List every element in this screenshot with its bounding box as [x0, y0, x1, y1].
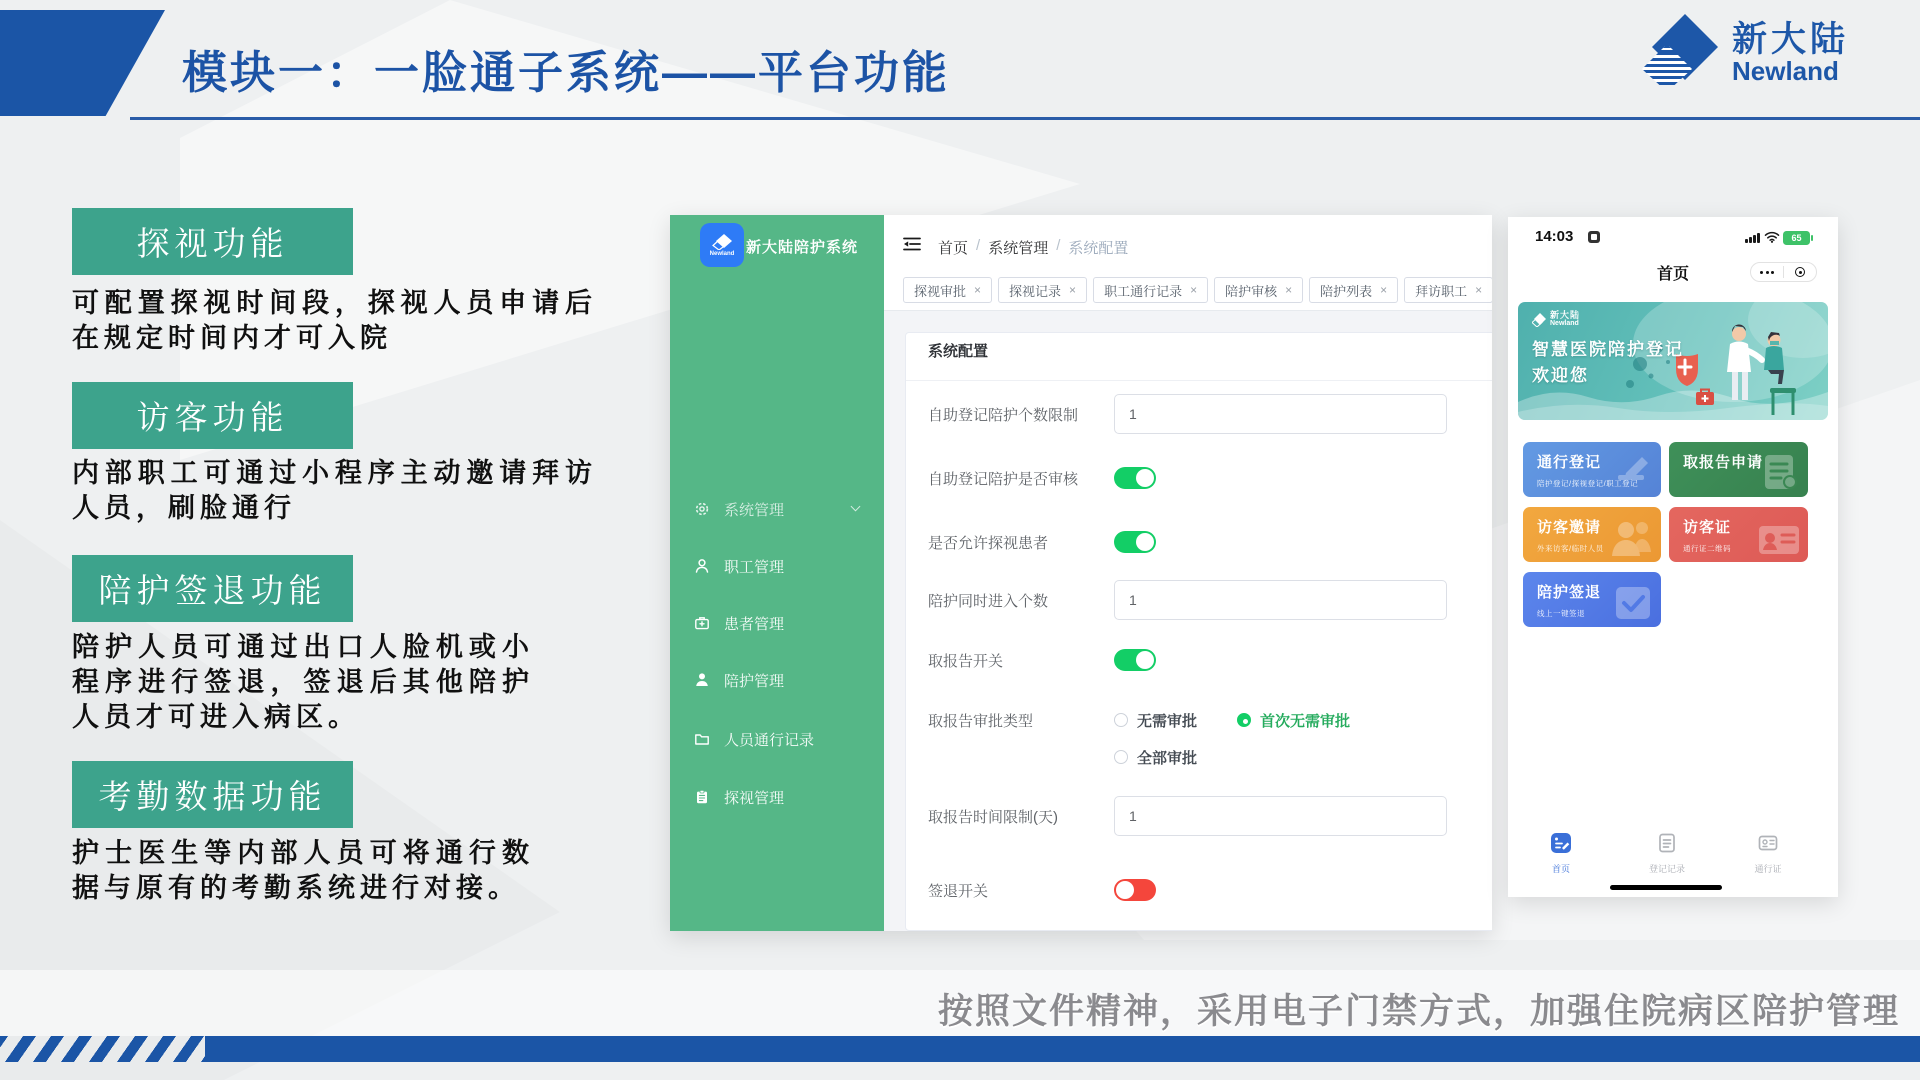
admin-screenshot	[670, 215, 1492, 931]
field-label: 取报告时间限制(天)	[928, 808, 1058, 826]
close-icon[interactable]: ×	[1190, 283, 1198, 297]
radio-first-no-approval[interactable]: 首次无需审批	[1237, 710, 1350, 731]
title-underline	[130, 117, 1920, 120]
phone-nav-title: 首页	[1656, 266, 1689, 283]
sidebar-item-pass-records[interactable]	[670, 727, 884, 751]
tab-visit-staff[interactable]: 拜访职工 ×	[1404, 277, 1492, 303]
user-outline-icon	[694, 558, 710, 574]
close-icon[interactable]: ×	[1380, 283, 1388, 297]
sidebar-item-label: 职工管理	[724, 558, 785, 576]
card-report-apply[interactable]: 取报告申请	[1669, 442, 1808, 497]
logo-text-en: Newland	[1732, 56, 1839, 86]
home-icon	[1550, 832, 1572, 854]
newland-diamond-icon	[1532, 313, 1546, 327]
records-icon	[1656, 832, 1678, 854]
field-label: 取报告开关	[928, 652, 1004, 670]
app-logo	[700, 223, 744, 267]
newland-logo	[1640, 8, 1900, 98]
sidebar-item-label: 人员通行记录	[724, 731, 815, 749]
card-pass-register[interactable]: 通行登记 陪护登记/探视登记/职工登记	[1523, 442, 1661, 497]
breadcrumb-current: 系统配置	[1068, 240, 1129, 257]
banner-brand: 新大陆 Newland	[1532, 311, 1580, 328]
concurrent-entry-input[interactable]: 1	[1114, 580, 1447, 620]
close-target-icon[interactable]	[1784, 267, 1816, 277]
app-logo-text: Newland	[709, 250, 735, 257]
banner-title: 智慧医院陪护登记	[1532, 340, 1684, 359]
logo-text-cn: 新大陆	[1732, 20, 1850, 59]
close-icon[interactable]: ×	[974, 283, 982, 297]
welcome-banner	[1518, 302, 1828, 420]
field-label: 是否允许探视患者	[928, 534, 1049, 552]
folder-icon	[694, 731, 710, 747]
status-app-icon	[1588, 231, 1600, 243]
footer-stripes	[0, 1036, 227, 1062]
feature-desc-attendance: 护士医生等内部人员可将通行数据与原有的考勤系统进行对接。	[72, 838, 534, 903]
home-indicator[interactable]	[1610, 885, 1722, 890]
pass-icon	[1757, 832, 1779, 854]
tab-escort-review[interactable]: 陪护审核 ×	[1214, 277, 1303, 303]
feature-desc-checkout: 陪护人员可通过出口人脸机或小程序进行签退，签退后其他陪护人员才可进入病区。	[72, 632, 534, 732]
tabbar-pass[interactable]: 通行证	[1728, 832, 1808, 875]
newland-diamond-icon	[711, 234, 733, 250]
miniprogram-capsule	[1750, 262, 1817, 282]
feature-desc-visit: 可配置探视时间段，探视人员申请后在规定时间内才可入院	[72, 288, 597, 353]
wifi-icon	[1764, 230, 1780, 248]
status-time: 14:03	[1535, 228, 1574, 245]
feature-desc-visitor: 内部职工可通过小程序主动邀请拜访人员，刷脸通行	[72, 458, 597, 523]
tab-staff-pass-records[interactable]: 职工通行记录 ×	[1093, 277, 1208, 303]
user-filled-icon	[694, 672, 710, 688]
breadcrumb	[938, 237, 1128, 258]
clipboard-icon	[694, 789, 710, 805]
tab-visit-approval[interactable]: 探视审批 ×	[903, 277, 992, 303]
battery-icon: 65	[1783, 231, 1810, 245]
footer-bar	[205, 1036, 1920, 1062]
sidebar	[670, 215, 884, 931]
report-time-limit-input[interactable]: 1	[1114, 796, 1447, 836]
radio-icon	[1114, 750, 1128, 764]
field-label: 自助登记陪护是否审核	[928, 470, 1079, 488]
sidebar-item-patient[interactable]	[670, 611, 884, 635]
sidebar-item-label: 探视管理	[724, 789, 785, 807]
sidebar-item-label: 系统管理	[724, 501, 785, 519]
self-register-review-toggle[interactable]	[1114, 467, 1156, 489]
phone-screenshot	[1508, 217, 1838, 897]
feature-title-attendance: 考勤数据功能	[72, 761, 353, 828]
breadcrumb-separator: /	[1056, 237, 1061, 254]
card-visitor-pass[interactable]: 访客证 通行证二维码	[1669, 507, 1808, 562]
collapse-sidebar-icon[interactable]	[903, 237, 921, 251]
panel-title: 系统配置	[928, 343, 989, 360]
breadcrumb-separator: /	[976, 237, 981, 254]
chevron-down-icon	[851, 502, 861, 512]
radio-no-approval[interactable]: 无需审批	[1114, 710, 1197, 731]
radio-icon	[1114, 713, 1128, 727]
people-icon	[1608, 516, 1656, 560]
sidebar-item-label: 患者管理	[724, 615, 785, 633]
close-icon[interactable]: ×	[1069, 283, 1077, 297]
banner-subtitle: 欢迎您	[1532, 366, 1589, 385]
card-escort-checkout[interactable]: 陪护签退 线上一键签退	[1523, 572, 1661, 627]
corner-accent-shape	[0, 10, 165, 116]
tabbar-home[interactable]: 首页	[1521, 832, 1601, 875]
sidebar-item-system[interactable]	[670, 497, 884, 521]
field-label: 陪护同时进入个数	[928, 592, 1049, 610]
checkout-switch-toggle[interactable]	[1114, 879, 1156, 901]
self-register-limit-input[interactable]: 1	[1114, 394, 1447, 434]
radio-icon	[1237, 713, 1251, 727]
feature-title-visitor: 访客功能	[72, 382, 353, 449]
sidebar-item-escort[interactable]	[670, 668, 884, 692]
field-label: 取报告审批类型	[928, 712, 1034, 730]
more-options-icon[interactable]	[1751, 271, 1783, 274]
open-tabs-bar	[903, 277, 1492, 303]
field-label: 自助登记陪护个数限制	[928, 406, 1079, 424]
sidebar-item-label: 陪护管理	[724, 672, 785, 690]
newland-diamond-icon	[1640, 10, 1722, 97]
check-calendar-icon	[1610, 579, 1656, 625]
tabbar-records[interactable]: 登记记录	[1627, 832, 1707, 875]
breadcrumb-system[interactable]: 系统管理	[988, 240, 1049, 257]
tab-escort-list[interactable]: 陪护列表 ×	[1309, 277, 1398, 303]
close-icon[interactable]: ×	[1285, 283, 1293, 297]
feature-title-checkout: 陪护签退功能	[72, 555, 353, 622]
page-title: 模块一：一脸通子系统——平台功能	[182, 47, 951, 98]
tab-visit-records[interactable]: 探视记录 ×	[998, 277, 1087, 303]
medkit-icon	[694, 615, 710, 631]
app-title: 新大陆陪护系统	[746, 239, 859, 256]
divider	[906, 380, 1492, 381]
edit-pencil-icon	[1610, 449, 1656, 495]
allow-visit-toggle[interactable]	[1114, 531, 1156, 553]
cellular-signal-icon	[1745, 233, 1760, 243]
sidebar-item-visit-mgmt[interactable]	[670, 785, 884, 809]
field-label: 签退开关	[928, 882, 989, 900]
gear-icon	[694, 501, 710, 517]
feature-title-visit: 探视功能	[72, 208, 353, 275]
breadcrumb-home[interactable]: 首页	[938, 240, 969, 257]
sidebar-item-staff[interactable]	[670, 554, 884, 578]
report-doc-icon	[1757, 449, 1803, 495]
radio-all-approval[interactable]: 全部审批	[1114, 747, 1197, 768]
footer-caption: 按照文件精神，采用电子门禁方式，加强住院病区陪护管理	[937, 992, 1900, 1031]
id-card-icon	[1755, 520, 1803, 560]
card-visitor-invite[interactable]: 访客邀请 外来访客/临时人员	[1523, 507, 1661, 562]
close-icon[interactable]: ×	[1475, 283, 1483, 297]
report-switch-toggle[interactable]	[1114, 649, 1156, 671]
